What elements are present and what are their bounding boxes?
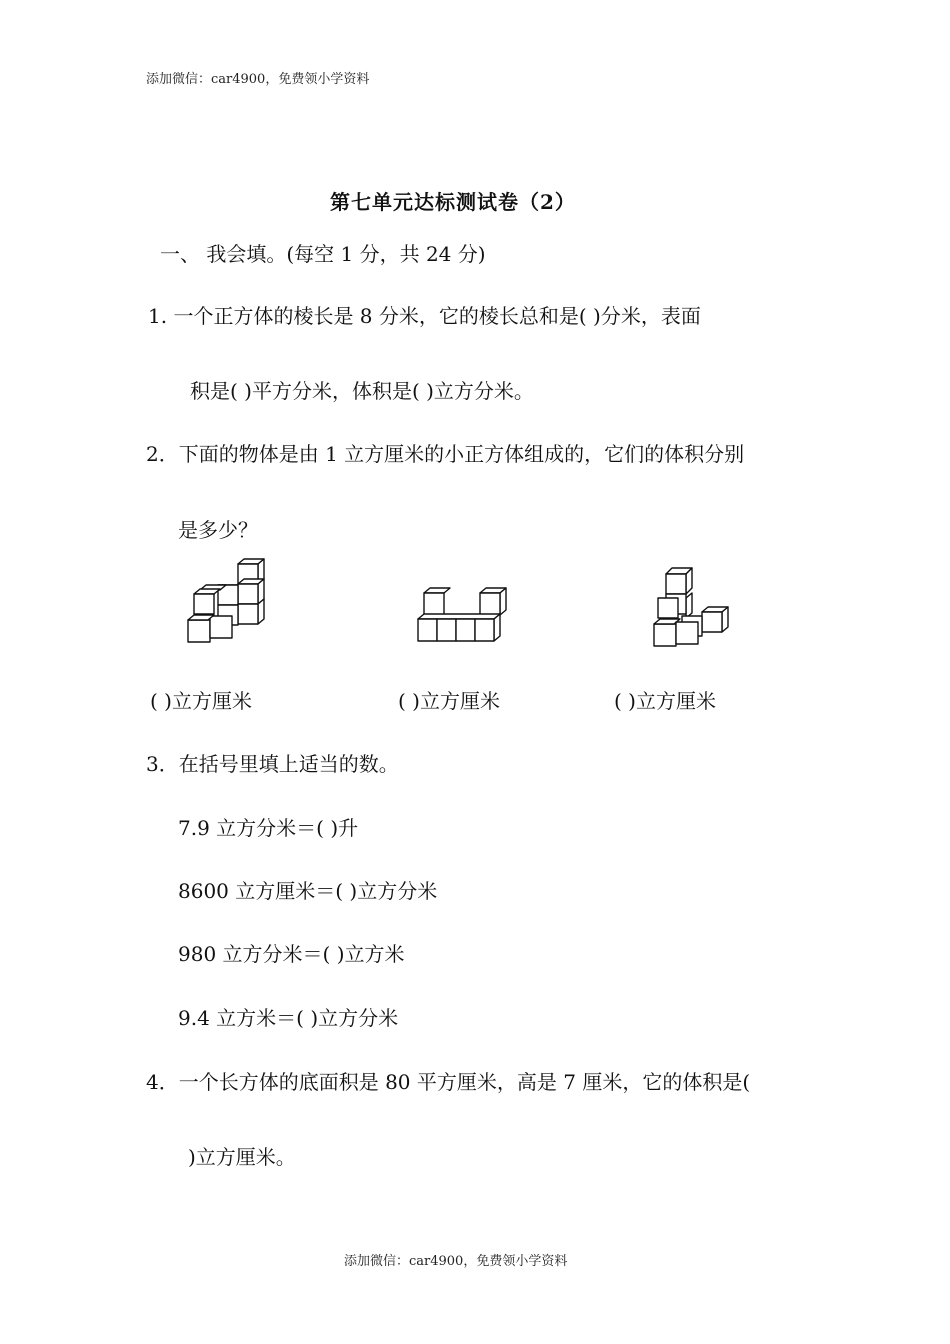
footer-watermark: 添加微信：car4900，免费领小学资料	[344, 1254, 568, 1269]
cube-figure-3	[648, 564, 734, 650]
question-3-item-3: 980 立方分米＝( )立方米	[178, 942, 405, 966]
header-watermark: 添加微信：car4900，免费领小学资料	[146, 72, 370, 87]
figure-3-answer: ( )立方厘米	[614, 689, 716, 713]
question-4-line-1: 4．一个长方体的底面积是 80 平方厘米，高是 7 厘米，它的体积是(	[146, 1070, 751, 1094]
page-title: 第七单元达标测试卷（2）	[330, 190, 576, 214]
section-heading: 一、 我会填。(每空 1 分，共 24 分)	[160, 242, 486, 266]
figure-2-answer: ( )立方厘米	[398, 689, 500, 713]
question-1-line-2: 积是( )平方分米，体积是( )立方分米。	[190, 379, 534, 403]
question-3-item-4: 9.4 立方米＝( )立方分米	[178, 1006, 399, 1030]
question-2-line-2: 是多少？	[178, 518, 258, 542]
question-3-item-2: 8600 立方厘米＝( )立方分米	[178, 879, 438, 903]
cube-figure-1	[182, 558, 272, 648]
question-4-line-2: )立方厘米。	[188, 1145, 296, 1169]
figure-1-answer: ( )立方厘米	[150, 689, 252, 713]
question-1-line-1: 1. 一个正方体的棱长是 8 分米，它的棱长总和是( )分米，表面	[148, 304, 701, 328]
cube-figure-2	[412, 585, 512, 647]
question-3-line-1: 3．在括号里填上适当的数。	[146, 752, 399, 776]
question-2-line-1: 2．下面的物体是由 1 立方厘米的小正方体组成的，它们的体积分别	[146, 442, 745, 466]
question-3-item-1: 7.9 立方分米＝( )升	[178, 816, 359, 840]
